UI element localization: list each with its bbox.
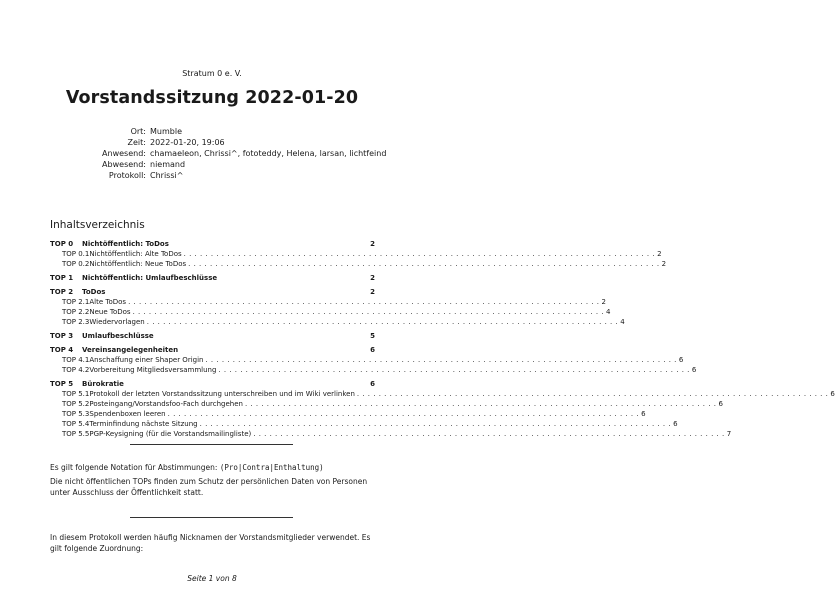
meta-key: Abwesend: [102, 160, 146, 169]
meta-key: Protokoll: [108, 171, 146, 180]
meta-row [0, 137, 424, 148]
toc-dot-leader [245, 399, 716, 409]
toc-dot-leader [357, 389, 828, 399]
toc-entry-title: Nichtöffentlich: ToDos [82, 240, 169, 248]
toc-section-entry[interactable] [50, 331, 375, 341]
meta-row [0, 148, 424, 159]
toc-entry-page: 6 [673, 420, 678, 428]
toc-entry-number: TOP 5.1 [62, 390, 90, 398]
toc-entry-title: Neue ToDos [89, 308, 131, 316]
toc-dot-leader [184, 249, 655, 259]
toc-section [50, 331, 375, 341]
meta-value: Mumble [150, 127, 182, 136]
toc-entry-title: PGP-Keysigning (für die Vorstandsmailingliste) [89, 430, 252, 438]
toc-entry-page: 6 [678, 356, 684, 364]
toc-entry-title: Wiedervorlagen [89, 318, 145, 326]
toc-entry-title: Anschaffung einer Shaper Origin [89, 356, 204, 364]
toc-section [50, 379, 835, 439]
toc-section [50, 345, 697, 375]
toc-entry-title: Bürokratie [82, 380, 124, 388]
toc-dot-leader [253, 429, 724, 439]
toc-section-entry[interactable] [50, 379, 375, 389]
toc-entry-title: Vorbereitung Mitgliedsversammlung [89, 366, 217, 374]
toc-entry-page: 6 [830, 390, 835, 398]
voting-notation-paragraph [50, 462, 375, 473]
toc-entry-title: Alte ToDos [89, 298, 127, 306]
meta-value: Chrissi^ [150, 171, 184, 180]
toc-dot-leader [200, 419, 671, 429]
toc-subsection-entry[interactable] [50, 419, 678, 429]
toc-section-entry[interactable] [50, 287, 375, 297]
meta-key: Ort: [130, 127, 146, 136]
toc-entry-page: 4 [606, 308, 611, 316]
toc-entry-title: Protokoll der letzten Vorstandssitzung unterschreiben und im Wiki verlinken [89, 390, 355, 398]
toc-entry-page: 6 [641, 410, 646, 418]
meta-key: Zeit: [127, 138, 146, 147]
toc-subsection-entry[interactable] [50, 365, 697, 375]
toc-entry-number: TOP 4.2 [62, 366, 90, 374]
toc-entry-page: 2 [657, 250, 662, 258]
meta-value: chamaeleon, Chrissi^, fototeddy, Helena, larsan, lichtfeind [150, 149, 387, 158]
toc-entry-number: TOP 5.5 [62, 430, 90, 438]
toc-entry-number: TOP 5.4 [62, 420, 90, 428]
toc-entry-number: TOP 3 [50, 332, 74, 340]
toc-entry-page: 2 [601, 298, 606, 306]
toc-entry-number: TOP 0.1 [62, 250, 90, 258]
toc-dot-leader [205, 355, 676, 365]
toc-subsection-entry[interactable] [50, 429, 732, 439]
nicknames-paragraph: In diesem Protokoll werden häufig Nicknamen der Vorstandsmitglieder verwendet. Es gilt folgende Zuordnung: [50, 533, 371, 553]
toc-dot-leader [168, 409, 639, 419]
toc-dot-leader [133, 307, 604, 317]
toc-entry-number: TOP 2.1 [62, 298, 90, 306]
toc-entry-page: 2 [370, 240, 375, 248]
toc-subsection-entry[interactable] [50, 355, 684, 365]
toc-entry-page: 6 [691, 366, 697, 374]
toc-entry-number: TOP 5.3 [62, 410, 90, 418]
notation-text: Es gilt folgende Notation für Abstimmungen: [50, 463, 220, 472]
meta-value: 2022-01-20, 19:06 [150, 138, 225, 147]
toc-entry-number: TOP 2.3 [62, 318, 90, 326]
meta-key: Anwesend: [102, 149, 146, 158]
toc-entry-page: 6 [370, 346, 375, 354]
toc-entry-title: ToDos [82, 288, 106, 296]
toc-section-entry[interactable] [50, 273, 375, 283]
table-of-contents [50, 239, 835, 439]
toc-subsection-entry[interactable] [50, 409, 646, 419]
meeting-metadata [0, 126, 424, 181]
meta-row [0, 170, 424, 181]
toc-entry-page: 5 [370, 332, 375, 340]
page-footer: Seite 1 von 8 [187, 574, 237, 583]
toc-subsection-entry[interactable] [50, 389, 835, 399]
toc-entry-page: 2 [370, 274, 375, 282]
document-title: Vorstandssitzung 2022-01-20 [65, 88, 359, 108]
organization-name: Stratum 0 e. V. [182, 69, 242, 78]
toc-entry-title: Nichtöffentlich: Neue ToDos [89, 260, 187, 268]
toc-entry-title: Vereinsangelegenheiten [82, 346, 179, 354]
toc-entry-title: Spendenboxen leeren [89, 410, 166, 418]
toc-dot-leader [188, 259, 659, 269]
toc-dot-leader [128, 297, 599, 307]
toc-dot-leader [147, 317, 618, 327]
toc-entry-number: TOP 4 [50, 346, 74, 354]
toc-entry-number: TOP 5 [50, 380, 74, 388]
toc-entry-page: 4 [620, 318, 625, 326]
toc-entry-page: 2 [661, 260, 667, 268]
divider [130, 444, 293, 445]
toc-entry-page: 6 [370, 380, 375, 388]
meta-value: niemand [150, 160, 186, 169]
toc-section [50, 273, 375, 283]
toc-entry-page: 2 [370, 288, 375, 296]
toc-section [50, 239, 667, 269]
divider [130, 517, 293, 518]
toc-entry-title: Umlaufbeschlüsse [82, 332, 154, 340]
toc-subsection-entry[interactable] [50, 259, 667, 269]
toc-entry-number: TOP 0.2 [62, 260, 90, 268]
toc-entry-number: TOP 2 [50, 288, 74, 296]
toc-entry-page: 7 [726, 430, 732, 438]
toc-entry-number: TOP 1 [50, 274, 74, 282]
meta-row [0, 126, 424, 137]
toc-entry-number: TOP 4.1 [62, 356, 90, 364]
toc-subsection-entry[interactable] [50, 399, 723, 409]
toc-heading: Inhaltsverzeichnis [50, 219, 145, 231]
toc-entry-title: Terminfindung nächste Sitzung [89, 420, 198, 428]
toc-subsection-entry[interactable] [50, 297, 606, 307]
toc-entry-title: Posteingang/Vorstandsfoo-Fach durchgehen [89, 400, 243, 408]
toc-subsection-entry[interactable] [50, 249, 662, 259]
toc-dot-leader [218, 365, 689, 375]
notation-code: (Pro|Contra|Enthaltung) [219, 463, 324, 472]
toc-entry-title: Nichtöffentlich: Umlaufbeschlüsse [82, 274, 218, 282]
toc-subsection-entry[interactable] [50, 317, 625, 327]
nonpublic-paragraph: Die nicht öffentlichen TOPs finden zum Schutz der persönlichen Daten von Personen unter Ausschluss der Öffentlichkeit statt. [50, 477, 368, 497]
toc-entry-title: Nichtöffentlich: Alte ToDos [89, 250, 182, 258]
toc-section-entry[interactable] [50, 239, 375, 249]
meta-row [0, 159, 424, 170]
toc-entry-page: 6 [718, 400, 723, 408]
toc-section [50, 287, 625, 327]
toc-entry-number: TOP 2.2 [62, 308, 90, 316]
toc-entry-number: TOP 5.2 [62, 400, 90, 408]
toc-entry-number: TOP 0 [50, 240, 74, 248]
toc-section-entry[interactable] [50, 345, 375, 355]
toc-subsection-entry[interactable] [50, 307, 611, 317]
